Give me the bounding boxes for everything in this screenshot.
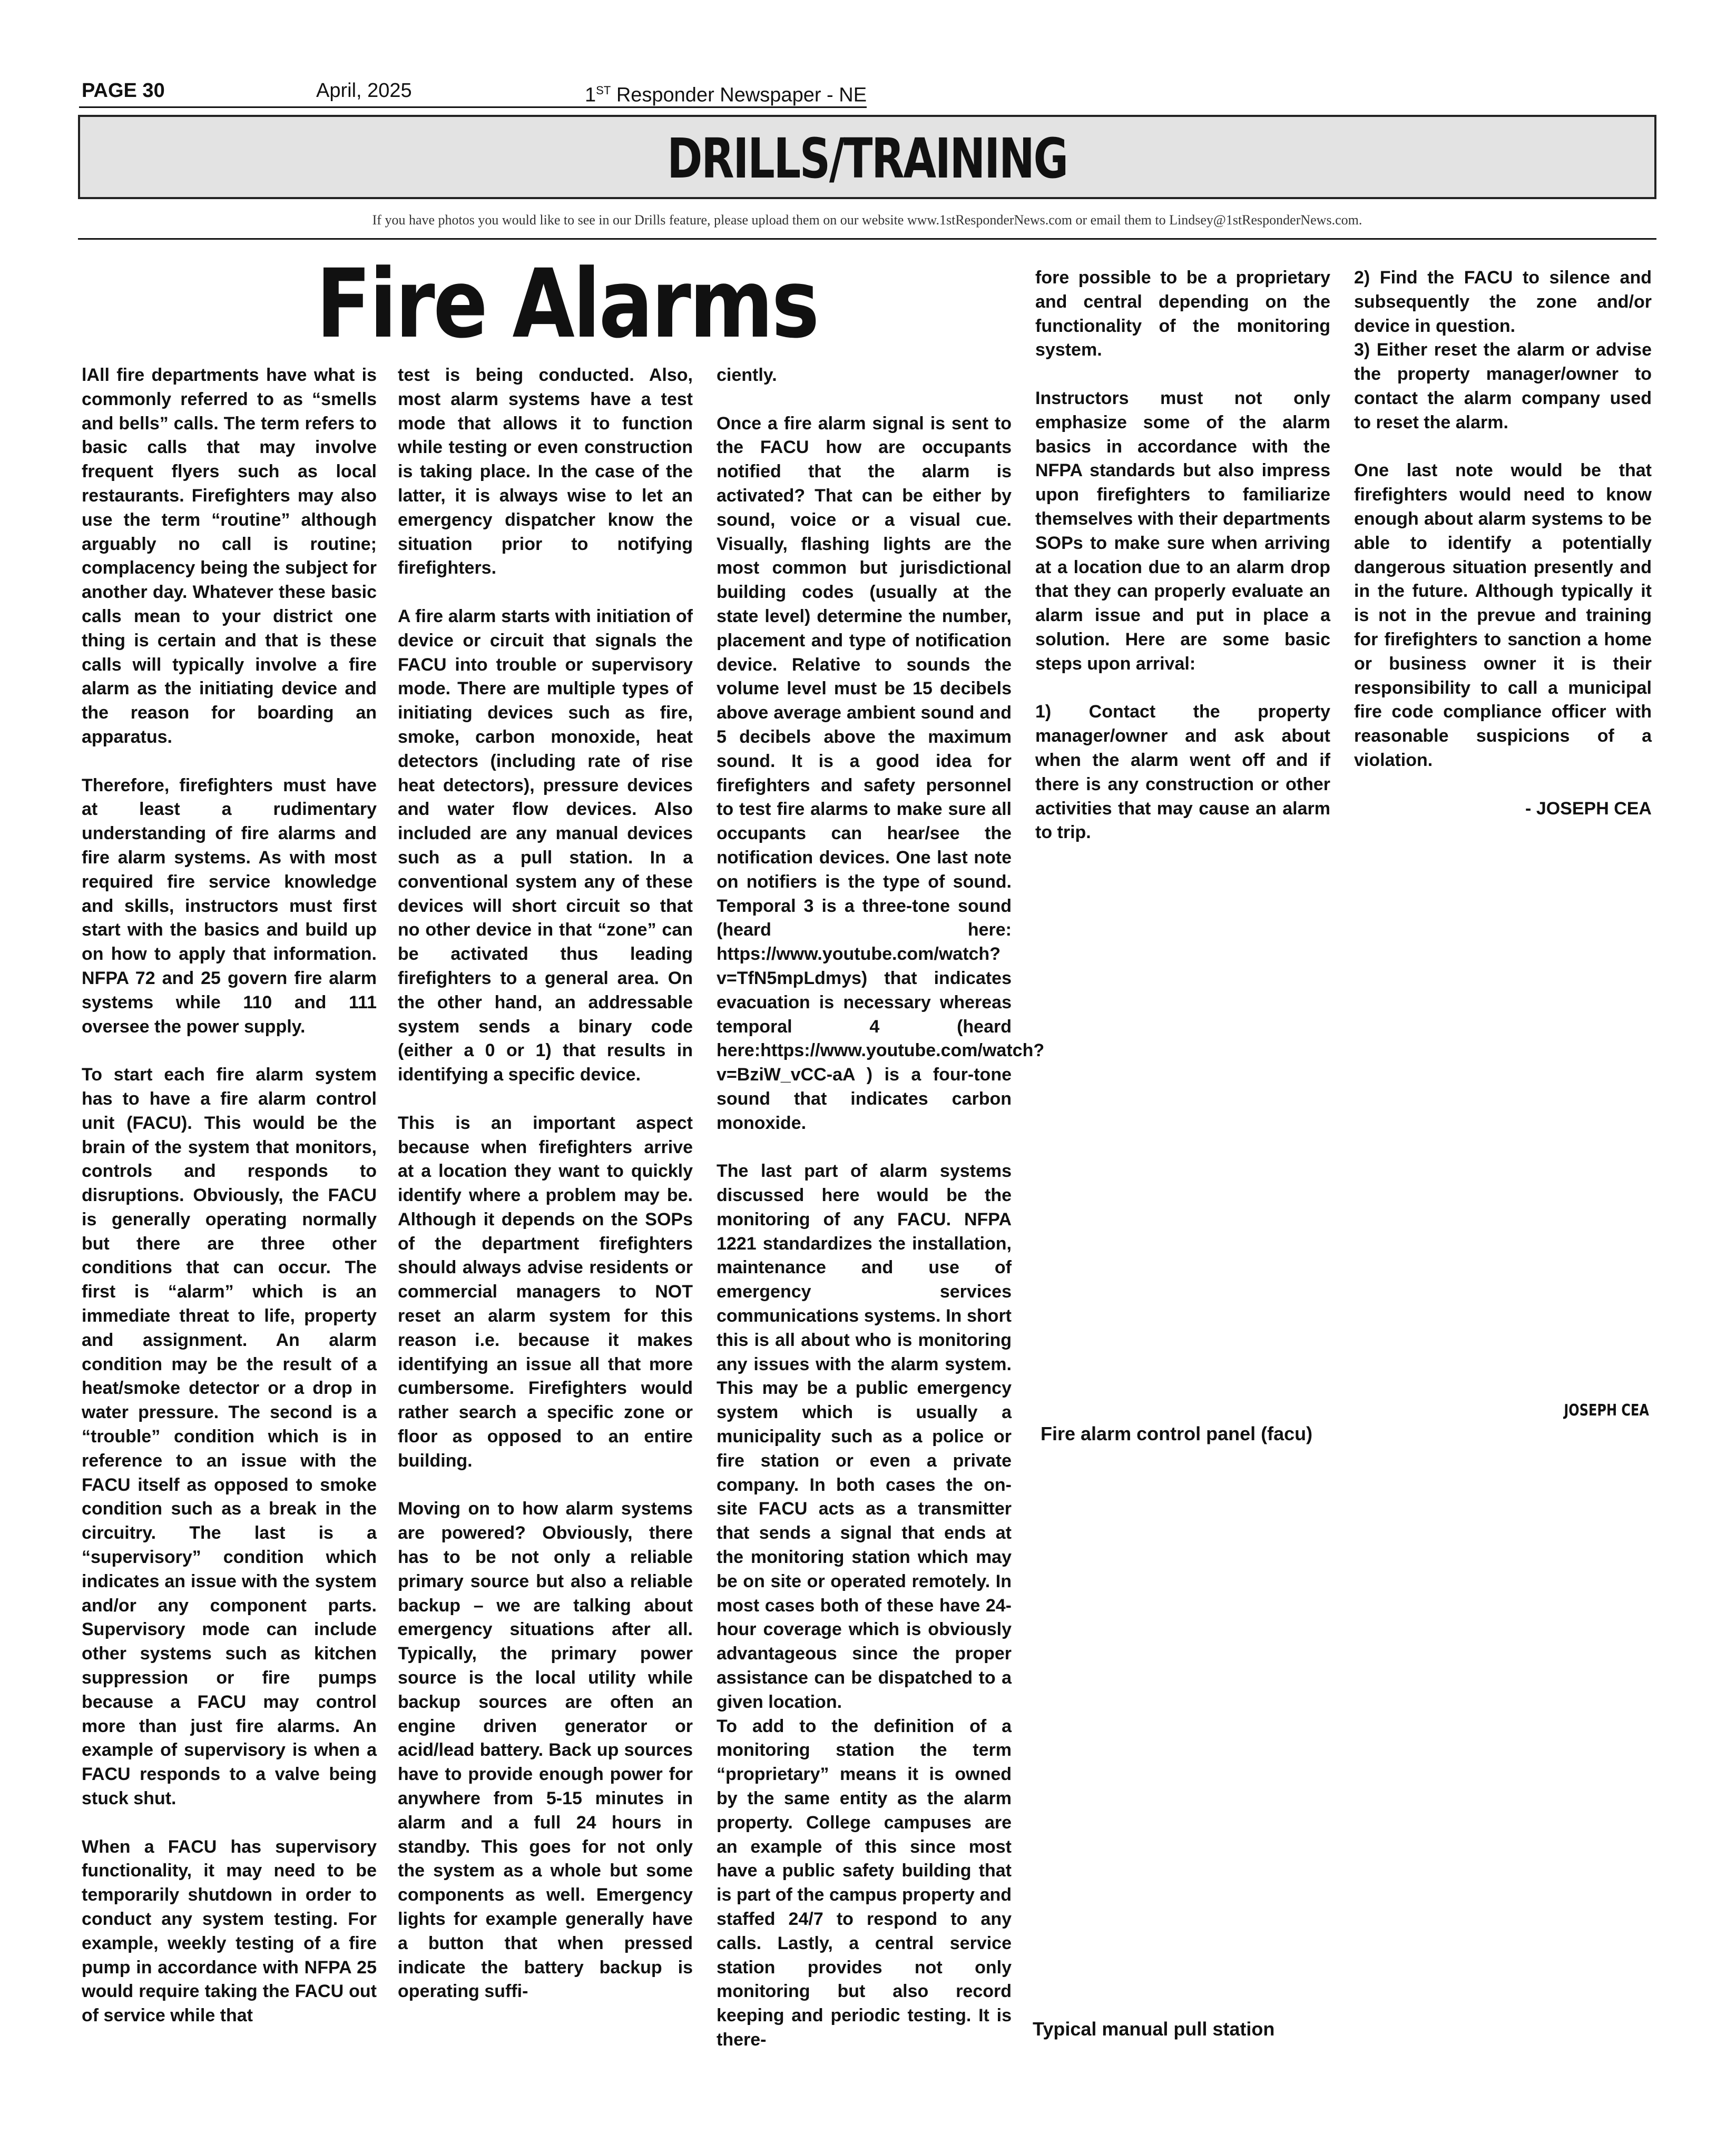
newspaper-name [585, 79, 867, 107]
paragraph: fore possible to be a proprietary and central depending on the functionality of the monitoring system. [1035, 268, 1330, 360]
paragraph: lAll fire departments have what is commonly referred to as “smells and bells” calls. The term refers to basic calls that may involve frequent flyers such as local restaurants. Firefighters may also use the term “routine” although arguably no call is routine; complacency being the subject for another day. Whatever these basic calls mean to your district one thing is certain and that is these calls will typically involve a fire alarm as the initiating device and the reason for boarding an apparatus. [82, 365, 377, 747]
list-item: 3) Either reset the alarm or advise the property manager/owner to contact the alarm company used to reset the alarm. [1354, 340, 1652, 432]
paragraph: Once a fire alarm signal is sent to the FACU how are occupants notified that the alarm is activated? That can be either by sound, voice or a visual cue. Visually, flashing lights are the most common but jurisdictional building codes (usually at the state level) determine the number, placement and type of notification device. Relative to sounds the volume level must be 15 decibels above average ambient sound and 5 decibels above the maximum sound. It is a good idea for firefighters and safety personnel to test fire alarms to make sure all occupants can hear/see the notification devices. One last note on notifiers is the type of sound. Temporal 3 is a three-tone sound (heard here: https://www.youtube.com/watch?v=TfN5mpLdmys) that indicates evacuation is necessary whereas temporal 4 (heard here:https://www.youtube.com/watch?v=BziW_vCC-aA ) is a four-tone sound that indicates carbon monoxide. [717, 413, 1045, 1133]
article-column-4 [1035, 266, 1330, 869]
section-banner [78, 115, 1656, 199]
photo-credit: JOSEPH CEA [1564, 1401, 1649, 1420]
section-title: DRILLS/TRAINING [667, 126, 1067, 191]
article-column-3 [717, 363, 1045, 2077]
article-column-5 [1354, 266, 1652, 845]
paragraph: Therefore, firefighters must have at least a rudimentary understanding of fire alarms and fire alarm systems. As with most required fire service knowledge and skills, instructors must first start with the basics and build up on how to apply that information. NFPA 72 and 25 govern fire alarm systems while 110 and 111 oversee the power supply. [82, 775, 377, 1037]
list-item: 1) Contact the property manager/owner and ask about when the alarm went off and if there is any construction or other activities that may cause an alarm to trip. [1035, 702, 1330, 843]
newspaper-name-prefix: 1 [585, 84, 596, 106]
author-signature: - JOSEPH CEA [1525, 798, 1652, 819]
article-headline: Fire Alarms [316, 249, 818, 359]
article-column-2 [398, 363, 693, 2028]
photo-manual-pull-station [1035, 1454, 1652, 2012]
newspaper-name-rest: Responder Newspaper - NE [611, 84, 867, 106]
photo-fire-alarm-control-panel [1035, 864, 1652, 1407]
newspaper-name-superscript: ST [596, 84, 611, 97]
photo-caption-1: Fire alarm control panel (facu) [1041, 1423, 1313, 1444]
paragraph: A fire alarm starts with initiation of device or circuit that signals the FACU into trouble or supervisory mode. There are multiple types of initiating devices such as fire, smoke, carbon monoxide, heat detectors (including rate of rise heat detectors), pressure devices and water flow devices. Also included are any manual devices such as a pull station. In a conventional system any of these devices will short circuit so that no other device in that “zone” can be activated thus leading firefighters to a general area. On the other hand, an addressable system sends a binary code (either a 0 or 1) that results in identifying a specific device. [398, 606, 693, 1085]
paragraph: Moving on to how alarm systems are powered? Obviously, there has to be not only a reliable primary source but also a reliable backup – we are talking about emergency situations after all. Typically, the primary power source is the local utility while backup sources are often an engine driven generator or acid/lead battery. Back up sources have to provide enough power for anywhere from 5-15 minutes in alarm and a full 24 hours in standby. This goes for not only the system as a whole but some components as well. Emergency lights for example generally have a button that when pressed indicate the battery backup is operating suffi- [398, 1499, 693, 2002]
paragraph: The last part of alarm systems discussed here would be the monitoring of any FACU. NFPA 1221 standardizes the installation, maintenance and use of emergency services communications systems. In short this is all about who is monitoring any issues with the alarm system. This may be a public emergency system which is usually a municipality such as a police or fire station or even a private company. In both cases the on-site FACU acts as a transmitter that sends a signal that ends at the monitoring station which may be on site or operated remotely. In most cases both of these have 24-hour coverage which is obviously advantageous since the proper assistance can be dispatched to a given location. [717, 1161, 1012, 1712]
paragraph: test is being conducted. Also, most alarm systems have a test mode that allows it to function while testing or even construction is taking place. In the case of the latter, it is always wise to let an emergency dispatcher know the situation prior to notifying firefighters. [398, 365, 693, 578]
paragraph: One last note would be that firefighters would need to know enough about alarm systems to be able to identify a potentially dangerous situation presently and in the future. Although typically it is not in the prevue and training for firefighters to sanction a home or business owner it is their responsibility to call a municipal fire code compliance officer with reasonable suspicions of a violation. [1354, 460, 1652, 770]
paragraph: Instructors must not only emphasize some of the alarm basics in accordance with the NFPA standards but also impress upon firefighters to familiarize themselves with their departments SOPs to make sure when arriving at a location due to an alarm drop that they can properly evaluate an alarm issue and put in place a solution. Here are some basic steps upon arrival: [1035, 388, 1330, 674]
header-rule [79, 106, 867, 108]
paragraph: When a FACU has supervisory functionality, it may need to be temporarily shutdown in order to conduct any system testing. For example, weekly testing of a fire pump in accordance with NFPA 25 would require taking the FACU out of service while that [82, 1836, 377, 2026]
article-column-1 [82, 363, 377, 2052]
list-item: 2) Find the FACU to silence and subsequently the zone and/or device in question. [1354, 268, 1652, 336]
submission-note: If you have photos you would like to see in our Drills feature, please upload them on our website www.1stResponderNews.com or email them to Lindsey@1stResponderNews.com. [372, 212, 1362, 228]
section-rule [78, 238, 1656, 240]
paragraph: This is an important aspect because when firefighters arrive at a location they want to quickly identify where a problem may be. Although it depends on the SOPs of the department firefighters should always advise residents or commercial managers to NOT reset an alarm system for this reason i.e. because it makes identifying an issue all that more cumbersome. Firefighters would rather search a specific zone or floor as opposed to an entire building. [398, 1113, 693, 1471]
page-number: PAGE 30 [82, 80, 165, 102]
photo-caption-2: Typical manual pull station [1033, 2018, 1275, 2040]
paragraph: To add to the definition of a monitoring station the term “proprietary” means it is owned by the same entity as the alarm property. College campuses are an example of this since most have a public safety building that is part of the campus property and staffed 24/7 to respond to any calls. Lastly, a central service station provides not only monitoring but also record keeping and periodic testing. It is there- [717, 1716, 1012, 2050]
paragraph: ciently. [717, 365, 777, 385]
paragraph: To start each fire alarm system has to have a fire alarm control unit (FACU). This would be the brain of the system that monitors, controls and responds to disruptions. Obviously, the FACU is generally operating normally but there are three other conditions that can occur. The first is “alarm” which is an immediate threat to life, property and assignment. An alarm condition may be the result of a heat/smoke detector or a drop in water pressure. The second is a “trouble” condition which is in reference to an issue with the FACU itself as opposed to smoke condition such as a break in the circuitry. The last is a “supervisory” condition which indicates an issue with the system and/or any component parts. Supervisory mode can include other systems such as kitchen suppression or fire pumps because a FACU may control more than just fire alarms. An example of supervisory is when a FACU responds to a valve being stuck shut. [82, 1065, 377, 1809]
issue-date: April, 2025 [316, 80, 412, 102]
